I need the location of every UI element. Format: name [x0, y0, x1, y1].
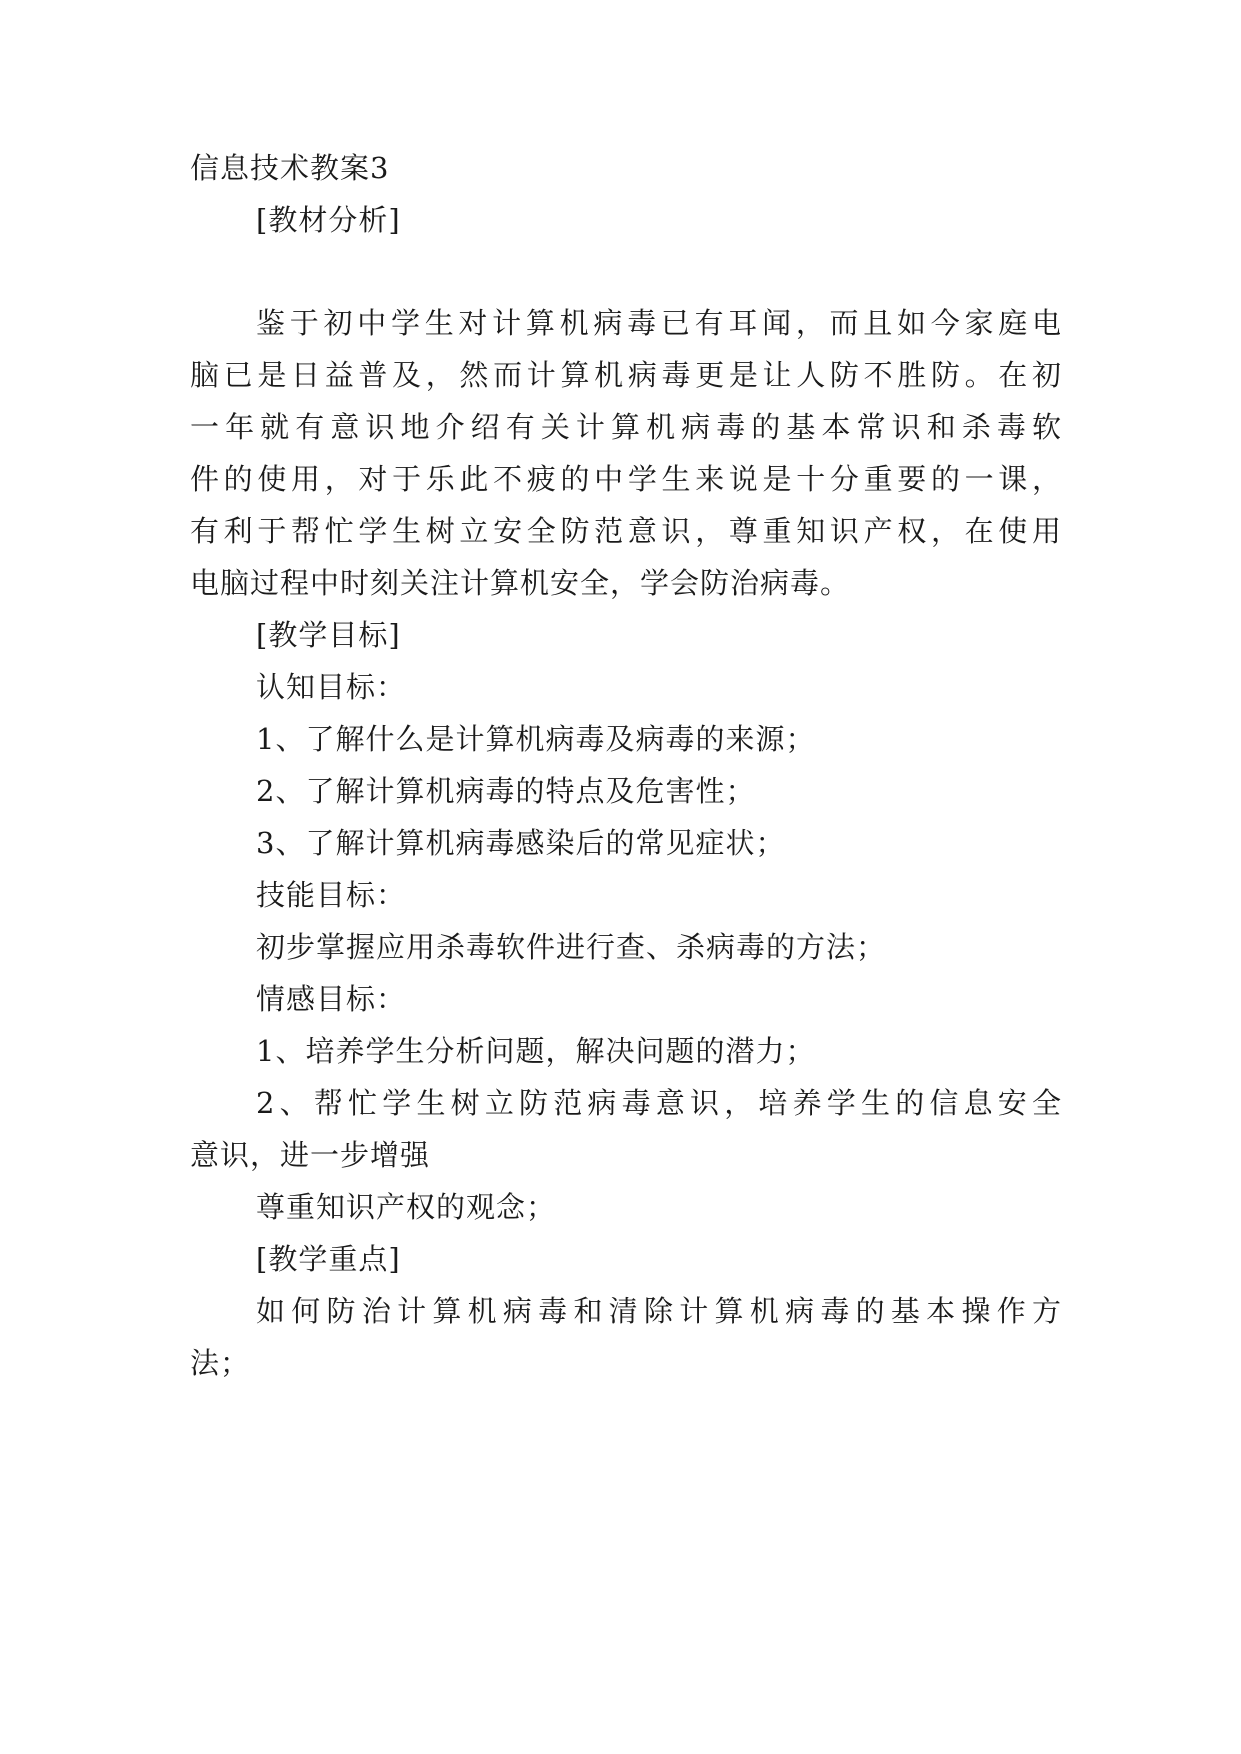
paragraph-line: 有利于帮忙学生树立安全防范意识，尊重知识产权，在使用: [190, 514, 1062, 548]
list-item: 3、了解计算机病毒感染后的常见症状；: [256, 826, 786, 860]
list-item: 2、帮忙学生树立防范病毒意识，培养学生的信息安全: [256, 1086, 1062, 1120]
paragraph-line: 如何防治计算机病毒和清除计算机病毒的基本操作方: [256, 1294, 1062, 1328]
subheading: 情感目标：: [256, 982, 407, 1016]
list-item: 1、了解什么是计算机病毒及病毒的来源；: [256, 722, 816, 756]
paragraph-line: 法；: [190, 1346, 251, 1380]
list-item: 2、了解计算机病毒的特点及危害性；: [256, 774, 756, 808]
section-heading: [教材分析]: [256, 203, 401, 237]
section-heading: [教学目标]: [256, 618, 401, 652]
paragraph-line: 电脑过程中时刻关注计算机安全，学会防治病毒。: [190, 566, 851, 600]
document-title: 信息技术教案3: [190, 151, 390, 185]
paragraph-line: 鉴于初中学生对计算机病毒已有耳闻，而且如今家庭电: [256, 306, 1062, 340]
paragraph-line: 脑已是日益普及，然而计算机病毒更是让人防不胜防。在初: [190, 358, 1062, 392]
list-item: 1、培养学生分析问题，解决问题的潜力；: [256, 1034, 816, 1068]
paragraph-line: 意识，进一步增强: [190, 1138, 431, 1172]
paragraph-line: 一年就有意识地介绍有关计算机病毒的基本常识和杀毒软: [190, 410, 1062, 444]
subheading: 技能目标：: [256, 878, 407, 912]
paragraph-line: 尊重知识产权的观念；: [256, 1190, 557, 1224]
paragraph-line: 初步掌握应用杀毒软件进行查、杀病毒的方法；: [256, 930, 887, 964]
subheading: 认知目标：: [256, 670, 407, 704]
paragraph-line: 件的使用，对于乐此不疲的中学生来说是十分重要的一课，: [190, 462, 1062, 496]
section-heading: [教学重点]: [256, 1242, 401, 1276]
